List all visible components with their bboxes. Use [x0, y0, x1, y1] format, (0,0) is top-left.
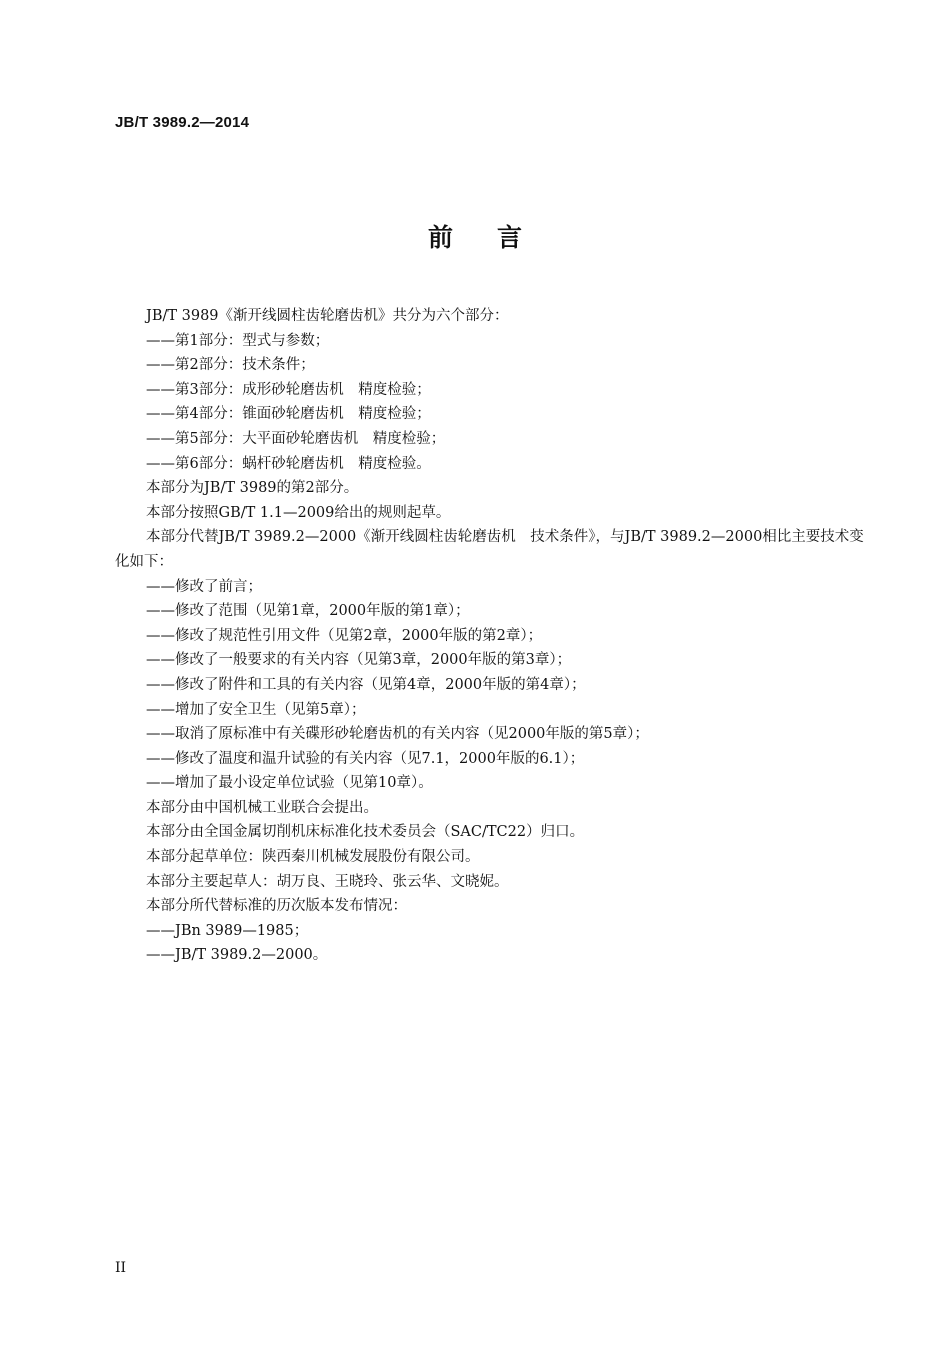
paragraph: JB/T 3989《渐开线圆柱齿轮磨齿机》共分为六个部分：	[146, 308, 509, 324]
list-item: ——增加了安全卫生（见第5章）；	[146, 701, 366, 718]
list-item: ——修改了附件和工具的有关内容（见第4章，2000年版的第4章）；	[146, 676, 586, 693]
paragraph: 本部分由全国金属切削机床标准化技术委员会（SAC/TC22）归口。	[146, 824, 585, 841]
list-item: ——JBn 3989—1985；	[146, 922, 309, 939]
paragraph: 本部分起草单位：陕西秦川机械发展股份有限公司。	[146, 849, 480, 866]
list-item: ——修改了前言；	[146, 578, 262, 595]
paragraph: 本部分为JB/T 3989的第2部分。	[146, 480, 359, 497]
foreword-body	[115, 304, 865, 968]
list-item: ——第2部分：技术条件；	[146, 357, 315, 374]
list-item: ——第6部分：蜗杆砂轮磨齿机 精度检验。	[146, 455, 431, 472]
document-code: JB/T 3989.2—2014	[115, 114, 250, 131]
list-item: ——取消了原标准中有关碟形砂轮磨齿机的有关内容（见2000年版的第5章）；	[146, 726, 649, 743]
paragraph: 本部分按照GB/T 1.1—2009给出的规则起草。	[146, 504, 451, 521]
list-item: ——增加了最小设定单位试验（见第10章）。	[146, 775, 433, 792]
paragraph: 本部分代替JB/T 3989.2—2000《渐开线圆柱齿轮磨齿机 技术条件》，与JB/T 3989.2—2000相比主要技术变化如下：	[115, 529, 864, 570]
paragraph: 本部分所代替标准的历次版本发布情况：	[146, 898, 407, 915]
list-item: ——第1部分：型式与参数；	[146, 332, 330, 349]
list-item: ——JB/T 3989.2—2000。	[146, 947, 328, 964]
list-item: ——修改了规范性引用文件（见第2章，2000年版的第2章）；	[146, 627, 543, 644]
paragraph: 本部分主要起草人：胡万良、王晓玲、张云华、文晓妮。	[146, 873, 509, 890]
list-item: ——修改了温度和温升试验的有关内容（见7.1，2000年版的6.1）；	[146, 750, 585, 767]
paragraph: 本部分由中国机械工业联合会提出。	[146, 799, 378, 816]
list-item: ——修改了一般要求的有关内容（见第3章，2000年版的第3章）；	[146, 652, 572, 669]
list-item: ——第5部分：大平面砂轮磨齿机 精度检验；	[146, 430, 446, 447]
page-title: 前言	[427, 223, 566, 252]
page-number: II	[115, 1260, 127, 1276]
list-item: ——第3部分：成形砂轮磨齿机 精度检验；	[146, 381, 431, 398]
list-item: ——修改了范围（见第1章，2000年版的第1章）；	[146, 603, 470, 620]
list-item: ——第4部分：锥面砂轮磨齿机 精度检验；	[146, 406, 431, 423]
